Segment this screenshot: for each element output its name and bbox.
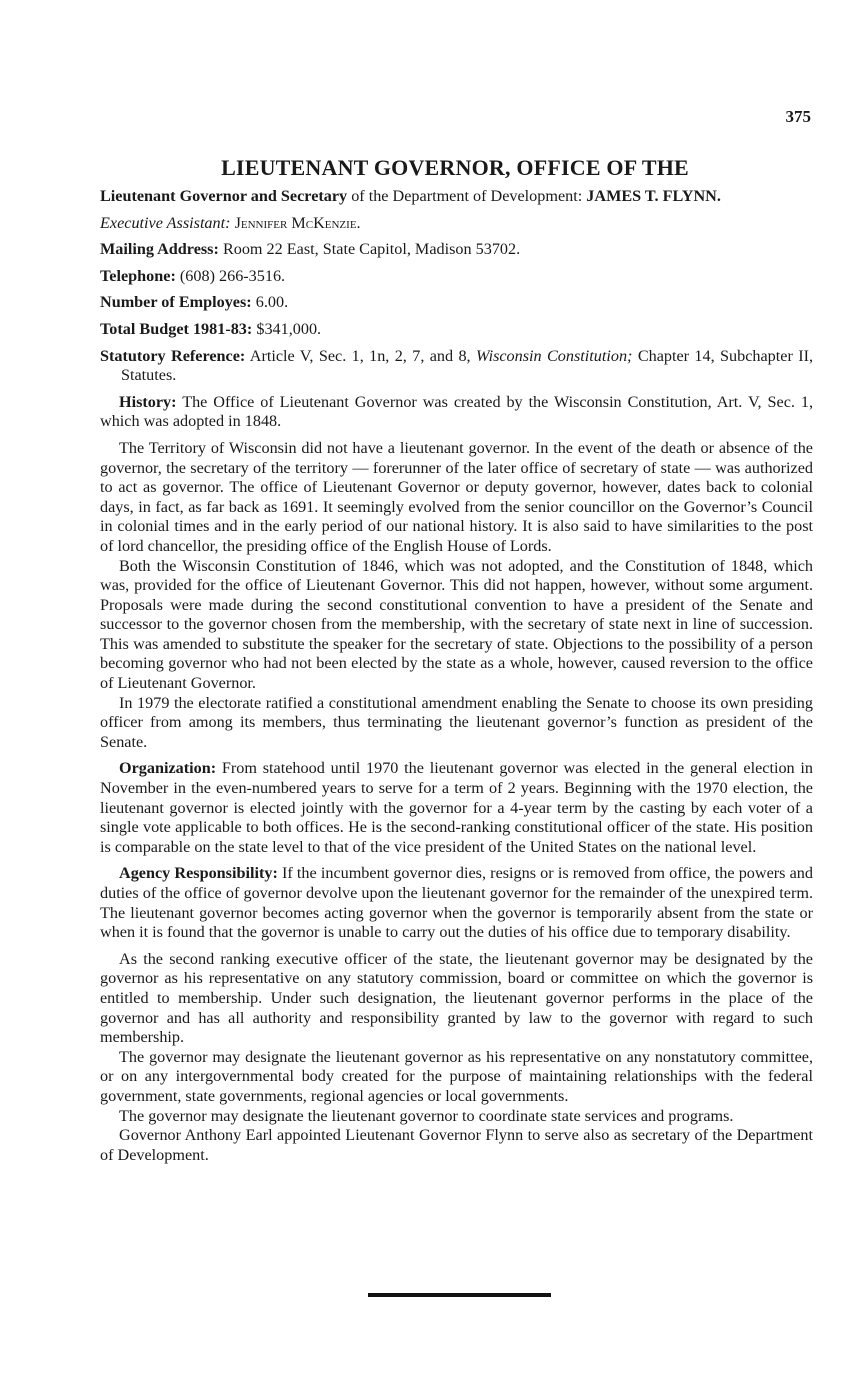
agency-section <box>100 864 813 942</box>
agency-label: Agency Responsibility: <box>119 864 278 883</box>
history-paragraph: The Territory of Wisconsin did not have a lieutenant governor. In the event of the death or absence of the governor, the secretary of the territory — forerunner of the later office of secretary of state — was authorized to act as governor. The office of Lieutenant Governor or deputy governor, however, dates back to colonial days, in fact, as far back as 1691. It seemingly evolved from the senior councillor on the Governor’s Council in colonial times and in the early period of our national history. It is also said to have similarities to the post of lord chancellor, the presiding office of the English House of Lords. <box>100 438 813 555</box>
history-paragraph: In 1979 the electorate ratified a constitutional amendment enabling the Senate to choose its own presiding officer from among its members, thus terminating the lieutenant governor’s function as president of the Senate. <box>100 693 813 751</box>
organization-section <box>100 759 813 857</box>
assistant-line <box>100 214 813 234</box>
page-number: 375 <box>785 107 811 126</box>
history-intro <box>100 393 813 432</box>
employees-line <box>100 293 813 313</box>
telephone-line <box>100 267 813 287</box>
history-paragraph: Both the Wisconsin Constitution of 1846, which was not adopted, and the Constitution of 1848, which was, provided for the office of Lieutenant Governor. This did not happen, however, without some argument. Proposals were made during the second constitutional convention to have a president of the Senate and successor to the governor chosen from the membership, with the secretary of state next in line of succession. This was amended to substitute the speaker for the secretary of state. Objections to the possibility of a person becoming governor who had not been elected by the state as a whole, however, caused reversion to the office of Lieutenant Governor. <box>100 556 813 693</box>
organization-text: From statehood until 1970 the lieutenant governor was elected in the general election in November in the even-numbered years to serve for a term of 2 years. Beginning with the 1970 election, the lieutenant governor is elected jointly with the governor for a 4-year term by the casting by each voter of a single vote applicable to both offices. He is the second-ranking constitutional officer of the state. His position is comparable on the state level to that of the vice president of the United States on the national level. <box>100 759 813 856</box>
statutory-pre: Article V, Sec. 1, 1n, 2, 7, and 8, <box>249 346 476 365</box>
officer-name: JAMES T. FLYNN. <box>586 187 721 205</box>
agency-paragraph: As the second ranking executive officer of the state, the lieutenant governor may be designated by the governor as his representative on any statutory commission, board or committee on which the governor is entitled to membership. Under such designation, the lieutenant governor performs in the place of the governor and has all authority and responsibility granted by law to the governor with regard to such membership. <box>100 949 813 1047</box>
budget-label: Total Budget 1981-83: <box>100 319 253 338</box>
statutory-post: Chapter 14, Subchapter II, Statutes. <box>121 346 814 385</box>
agency-paragraph: Governor Anthony Earl appointed Lieutenant Governor Flynn to serve also as secretary of the Department of Development. <box>100 1126 813 1164</box>
officer-line <box>100 187 813 207</box>
history-intro-text: The Office of Lieutenant Governor was created by the Wisconsin Constitution, Art. V, Sec. 1, which was adopted in 1848. <box>100 392 813 431</box>
statutory-reference <box>100 347 813 386</box>
employees-label: Number of Employes: <box>100 293 252 312</box>
statutory-italic: Wisconsin Constitution; <box>475 346 633 365</box>
page-title: LIEUTENANT GOVERNOR, OFFICE OF THE <box>221 155 689 180</box>
organization-label: Organization: <box>119 759 217 778</box>
assistant-name: Jennifer McKenzie. <box>234 213 361 232</box>
statutory-label: Statutory Reference: <box>100 346 246 365</box>
officer-mid: of the Department of Development: <box>347 187 587 205</box>
budget-line <box>100 320 813 340</box>
history-label: History: <box>119 392 177 411</box>
mailing-value: Room 22 East, State Capitol, Madison 53702. <box>222 240 521 259</box>
mailing-line <box>100 240 813 260</box>
telephone-label: Telephone: <box>100 266 176 285</box>
employees-value: 6.00. <box>255 293 289 312</box>
assistant-label: Executive Assistant: <box>100 213 231 232</box>
agency-text: If the incumbent governor dies, resigns or is removed from office, the powers and duties of the office of governor devolve upon the lieutenant governor for the remainder of the unexpired term. The lieutenant governor becomes acting governor when the governor is temporarily absent from the state or when it is found that the governor is unable to carry out the duties of his office due to temporary disability. <box>100 864 813 942</box>
officer-label: Lieutenant Governor and Secretary <box>100 187 348 205</box>
end-rule <box>368 1293 551 1297</box>
agency-paragraph: The governor may designate the lieutenant governor to coordinate state services and programs. <box>119 1106 734 1125</box>
telephone-value: (608) 266-3516. <box>179 266 286 285</box>
mailing-label: Mailing Address: <box>100 240 219 259</box>
budget-value: $341,000. <box>256 319 322 338</box>
agency-paragraph: The governor may designate the lieutenant governor as his representative on any nonstatutory committee, or on any intergovernmental body created for the purpose of maintaining relationships with the federal government, state governments, regional agencies or local governments. <box>100 1047 813 1105</box>
document-body <box>100 187 813 1165</box>
